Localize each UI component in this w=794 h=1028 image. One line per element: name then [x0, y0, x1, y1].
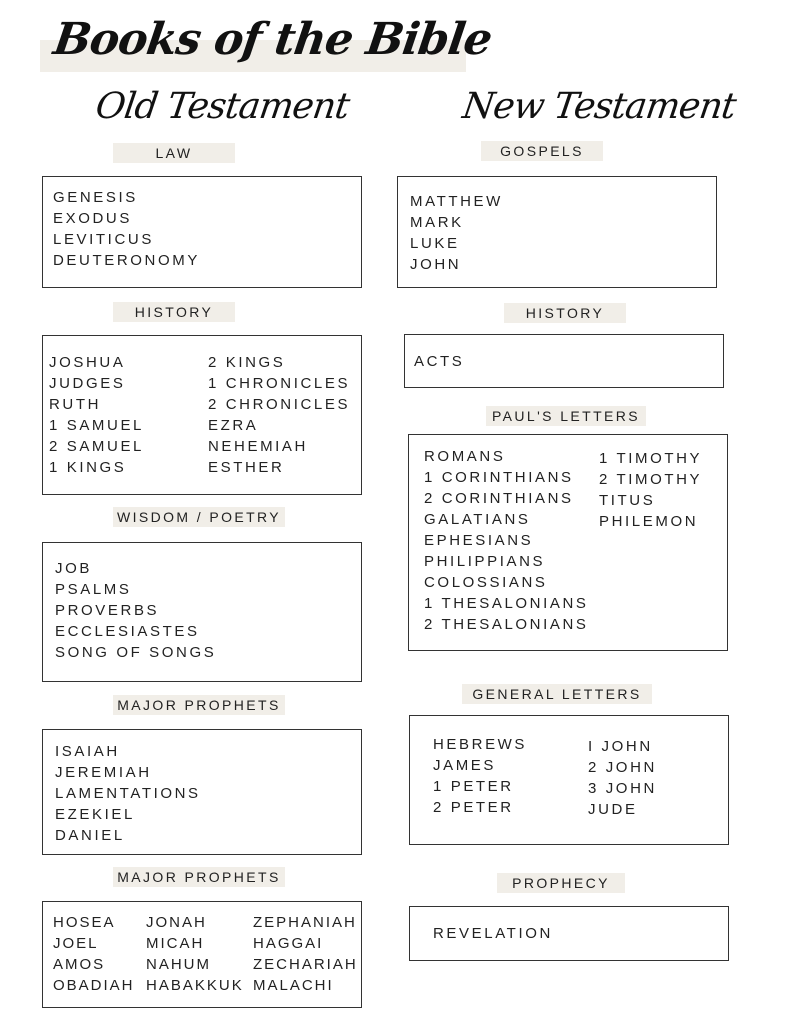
list-item: OBADIAH	[53, 977, 135, 994]
list-item: JAMES	[433, 757, 497, 774]
list-item: 2 THESALONIANS	[424, 616, 589, 633]
pauls-letters-list-1	[424, 446, 589, 635]
list-item: 1 SAMUEL	[49, 417, 144, 434]
prophecy-box	[409, 906, 729, 961]
gospels-box	[397, 176, 717, 288]
list-item: 2 CORINTHIANS	[424, 490, 574, 507]
list-item: EZEKIEL	[55, 806, 135, 823]
general-letters-list-1	[433, 734, 527, 818]
list-item: HOSEA	[53, 914, 116, 931]
list-item: PHILEMON	[599, 513, 699, 530]
list-item: JOHN	[410, 256, 462, 273]
list-item: DEUTERONOMY	[53, 252, 200, 269]
list-item: HABAKKUK	[146, 977, 244, 994]
list-item: 2 KINGS	[208, 354, 286, 371]
list-item: EZRA	[208, 417, 259, 434]
list-item: MATTHEW	[410, 193, 503, 210]
list-item: 1 PETER	[433, 778, 514, 795]
nt-history-list	[414, 351, 464, 372]
law-box	[42, 176, 362, 288]
ot-history-box	[42, 335, 362, 495]
list-item: ZECHARIAH	[253, 956, 358, 973]
pauls-letters-list-2	[599, 448, 702, 532]
minor-prophets-list-1	[53, 912, 135, 996]
nt-history-label: HISTORY	[504, 303, 626, 323]
list-item: JEREMIAH	[55, 764, 152, 781]
list-item: ECCLESIASTES	[55, 623, 200, 640]
list-item: PROVERBS	[55, 602, 160, 619]
list-item: 2 TIMOTHY	[599, 471, 703, 488]
general-letters-box	[409, 715, 729, 845]
list-item: I JOHN	[588, 738, 653, 755]
list-item: 3 JOHN	[588, 780, 657, 797]
list-item: PHILIPPIANS	[424, 553, 546, 570]
ot-history-label: HISTORY	[113, 302, 235, 322]
list-item: ISAIAH	[55, 743, 120, 760]
list-item: HAGGAI	[253, 935, 324, 952]
general-letters-label: GENERAL LETTERS	[462, 684, 652, 704]
list-item: JOSHUA	[49, 354, 126, 371]
minor-prophets-list-3	[253, 912, 358, 996]
list-item: REVELATION	[433, 925, 553, 942]
gospels-list	[410, 191, 503, 275]
page-title: Books of the Bible	[50, 14, 495, 65]
list-item: 2 CHRONICLES	[208, 396, 351, 413]
list-item: ACTS	[414, 353, 465, 370]
list-item: COLOSSIANS	[424, 574, 548, 591]
ot-history-list-2	[208, 352, 350, 478]
list-item: NAHUM	[146, 956, 211, 973]
list-item: LUKE	[410, 235, 460, 252]
list-item: SONG OF SONGS	[55, 644, 217, 661]
list-item: DANIEL	[55, 827, 125, 844]
gospels-label: GOSPELS	[481, 141, 603, 161]
list-item: ZEPHANIAH	[253, 914, 357, 931]
list-item: JOEL	[53, 935, 99, 952]
list-item: TITUS	[599, 492, 656, 509]
list-item: JOB	[55, 560, 92, 577]
list-item: EPHESIANS	[424, 532, 534, 549]
list-item: 1 CORINTHIANS	[424, 469, 574, 486]
list-item: EXODUS	[53, 210, 132, 227]
ot-history-list-1	[49, 352, 144, 478]
list-item: 1 TIMOTHY	[599, 450, 703, 467]
nt-history-box	[404, 334, 724, 388]
major-prophets-label: MAJOR PROPHETS	[113, 695, 285, 715]
list-item: 1 THESALONIANS	[424, 595, 589, 612]
list-item: RUTH	[49, 396, 102, 413]
minor-prophets-label: MAJOR PROPHETS	[113, 867, 285, 887]
list-item: PSALMS	[55, 581, 132, 598]
new-testament-heading: New Testament	[460, 86, 738, 127]
law-list	[53, 187, 200, 271]
major-prophets-list	[55, 741, 201, 846]
list-item: GENESIS	[53, 189, 138, 206]
prophecy-label: PROPHECY	[497, 873, 625, 893]
pauls-letters-label: PAUL'S LETTERS	[486, 406, 646, 426]
list-item: LAMENTATIONS	[55, 785, 201, 802]
major-prophets-box	[42, 729, 362, 855]
old-testament-heading: Old Testament	[93, 86, 352, 127]
list-item: JONAH	[146, 914, 207, 931]
minor-prophets-box	[42, 901, 362, 1008]
list-item: 2 JOHN	[588, 759, 657, 776]
law-label: LAW	[113, 143, 235, 163]
list-item: GALATIANS	[424, 511, 531, 528]
minor-prophets-list-2	[146, 912, 244, 996]
pauls-letters-box	[408, 434, 728, 651]
list-item: AMOS	[53, 956, 106, 973]
list-item: ESTHER	[208, 459, 285, 476]
list-item: JUDGES	[49, 375, 126, 392]
list-item: MARK	[410, 214, 464, 231]
wisdom-label: WISDOM / POETRY	[113, 507, 285, 527]
list-item: 2 PETER	[433, 799, 514, 816]
list-item: HEBREWS	[433, 736, 528, 753]
list-item: JUDE	[588, 801, 638, 818]
wisdom-list	[55, 558, 216, 663]
list-item: 1 CHRONICLES	[208, 375, 351, 392]
wisdom-box	[42, 542, 362, 682]
general-letters-list-2	[588, 736, 657, 820]
list-item: 1 KINGS	[49, 459, 127, 476]
prophecy-list	[433, 923, 553, 944]
list-item: MICAH	[146, 935, 205, 952]
list-item: 2 SAMUEL	[49, 438, 144, 455]
list-item: ROMANS	[424, 448, 506, 465]
list-item: NEHEMIAH	[208, 438, 308, 455]
list-item: MALACHI	[253, 977, 334, 994]
list-item: LEVITICUS	[53, 231, 154, 248]
